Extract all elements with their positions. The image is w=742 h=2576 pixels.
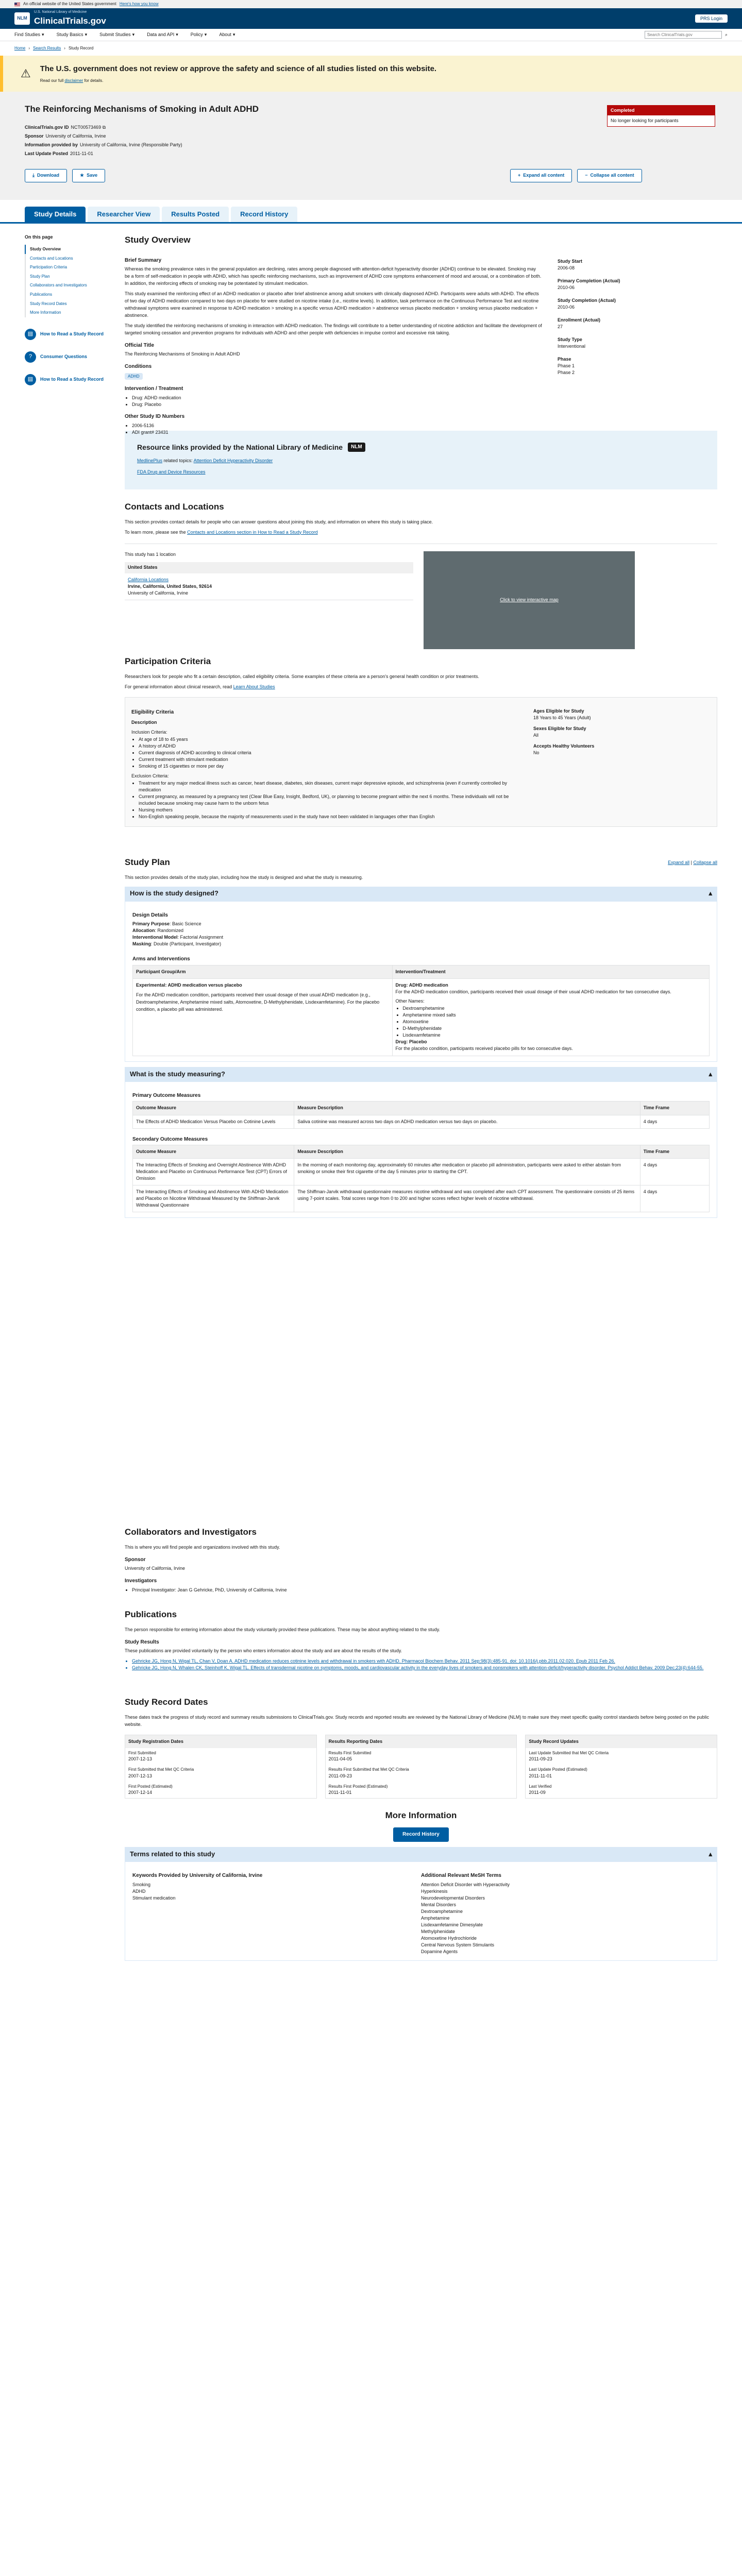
primary-outcomes-table: Outcome Measure Measure Description Time Frame The Effects of ADHD Medication Versus Placebo on Cotinine Levels Saliva cotinine was measured across two days on ADHD medication versus two days on placebo. 4 days: [132, 1101, 710, 1128]
study-plan-section: Study Plan This section provides details of the study plan, including how the study is designed and what the study is measuring. Expand all | Collapse all How is the study designed? ▴ Design Details Primary Purpose: Basic Science Allocation: Randomized Interventional Model: Factorial Assignment Masking: Double (Participant, Investigator) Arms and Interventions Participant Group/Arm Intervention/Treatment Experimental: ADHD medication versus placebo For the ADHD medication condition, participants received their usual dosage of their usual ADHD medication (e.g., Dextroamphetamine, Amphetamine mixed salts, Atomoxetine, D-Methylphenidate, Lisdexamfetamine). For the placebo condition, a placebo pill was administered. Drug: ADHD medication For the ADHD medication condition, participants received their usual dosage of their usual ADHD medication for two consecutive days. Other Names: • Dextroamphetamine • Amphetamine mixed salts • Atomoxetine • D-Methylphenidate • Lisdexamfetamine Drug: Placebo For the placebo condition, participants received placebo pills for two consecutive days. What is the study measuring? ▴ Primary Outcome Measures Outcome Measure Measure Description Time Frame The Effects of ADHD Medication Versus Placebo on Cotinine Levels Saliva cotinine was measured across two days on ADHD medication versus two days on placebo. 4 days Secondary Outcome Measures Outcome Measure Measure Description Time Frame The Interacting Effects of Smoking and Overnight Abstinence With ADHD Medication and Placebo on Continuous Performance Test (CPT) Errors of Omission In the morning of each monitoring day, approximately 60 minutes after medication or placebo pill administration, participants were asked to either abstain from smoking or smoke their first cigarette of the day 5 minutes prior to starting the CPT. 4 days The Interacting Effects of Smoking and Abstinence With ADHD Medication and Placebo on Nicotine Withdrawal Measured by the Shiffman-Jarvik Withdrawal Questionnaire The Shiffman-Jarvik withdrawal questionnaire measures nicotine withdrawal and was completed after each CPT assessment. The questionnaire consists of 25 items using 7-point scales. Total scores range from 0 to 200 and higher scores reflect higher levels of nicotine withdrawal. 4 days: [125, 856, 717, 1526]
nlm-badge: NLM: [348, 443, 365, 452]
fda-link[interactable]: FDA Drug and Device Resources: [137, 469, 206, 475]
toc-collaborators[interactable]: Collaborators and Investigators: [25, 281, 112, 290]
question-icon: ?: [25, 351, 36, 363]
condition-tag[interactable]: ADHD: [125, 373, 143, 380]
secondary-outcomes-table: Outcome Measure Measure Description Time Frame The Interacting Effects of Smoking and Overnight Abstinence With ADHD Medication and Placebo on Continuous Performance Test (CPT) Errors of Omission In the morning of each monitoring day, approximately 60 minutes after medication or placebo pill administration, participants were asked to either abstain from smoking or smoke their first cigarette of the day 5 minutes prior to starting the CPT. 4 days The Interacting Effects of Smoking and Abstinence With ADHD Medication and Placebo on Nicotine Withdrawal Measured by the Shiffman-Jarvik Withdrawal Questionnaire The Shiffman-Jarvik withdrawal questionnaire measures nicotine withdrawal and was completed after each CPT assessment. The questionnaire consists of 25 items using 7-point scales. Total scores range from 0 to 200 and higher scores reflect higher levels of nicotine withdrawal. 4 days: [132, 1145, 710, 1212]
side-nav: On this page Study Overview Contacts and Locations Participation Criteria Study Plan Collaborators and Investigators Publications Study Record Dates More Information ▤ How to Read a Study Record ? Consumer Questions ▤ How to Read a Study Record: [25, 234, 112, 1966]
chevron-up-icon: ▴: [709, 1070, 712, 1078]
tab-researcher-view[interactable]: Researcher View: [88, 207, 160, 222]
brief-summary: Whereas the smoking prevalence rates in the general population are declining, rates among people diagnosed with attention-deficit hyperactivity disorder (ADHD) continue to be elevated. Smoking may be a form of self-medication in people with ADHD, which has specific reinforcing mechanisms, such as improvement of ADHD core symptoms enhancement of mood and arousal, or a combination of both. In addition, the reinforcing effects of smoking may be potentiated by stimulant medication.: [125, 266, 542, 286]
status-badge: [607, 105, 715, 127]
plus-icon: +: [518, 173, 521, 178]
gov-banner-link[interactable]: Here's how you know: [119, 2, 159, 7]
collaborators-section: Collaborators and Investigators This is where you will find people and organizations involved with this study. Sponsor University of California, Irvine Investigators • Principal Investigator: Jean G Gehricke, PhD, University of California, Irvine: [125, 1526, 717, 1608]
disclaimer-alert: ⚠ The U.S. government does not review or approve the safety and science of all studies listed on this website. Read our full disclaimer for details.: [0, 56, 742, 92]
crumb-current: Study Record: [68, 46, 94, 51]
plan-expand-all[interactable]: Expand all: [668, 860, 690, 865]
collapse-all-button[interactable]: − Collapse all content: [577, 169, 642, 182]
chevron-down-icon: ▾: [176, 31, 178, 37]
study-overview-section: Study Overview Brief Summary Whereas the smoking prevalence rates in the general population are declining, rates among people diagnosed with attention-deficit hyperactivity disorder (ADHD) continue to be elevated. Smoking may be a form of self-medication in people with ADHD, which has specific reinforcing mechanisms, such as improvement of ADHD core symptoms enhancement of mood and arousal, or a combination of both. In addition, the reinforcing effects of smoking may be potentiated by stimulant medication. This study examined the reinforcing effect of an ADHD medication or placebo after brief abstinence among adult smokers with clinically diagnosed ADHD. Participants were adults with ADHD. The effects of two day of ADHD medication compared to two days on placebo for were studied on nicotine intake (i.e., nicotine levels). In addition, task performance on the Continuous Performance Test and nicotine withdrawal symptoms were examined in response to ADHD medication > smoking in a specific versus ADHD medication > abstinence versus placebo medication + smoking versus placebo medication + abstinence. The study identified the reinforcing mechanisms of smoking in interaction with ADHD medication. The findings will contribute to a better understanding of nicotine addiction and facilitate the development of targeted smoking cessation and prevention programs for individuals with ADHD and other people with deficiencies in impulse control and excessive risk taking. Official Title The Reinforcing Mechanisms of Smoking in Adult ADHD Conditions ADHD Intervention / Treatment • Drug: ADHD medication • Drug: Placebo Other Study ID Numbers • 2006-5136 • ADI grant# 23431 Study Start 2006-08 Primary Completion (Actual) 2010-06 Study Completion (Actual) 2010-06 Enrollment (Actual) 27 Study Type Interventional Phase Phase 1 Phase 2: [125, 234, 717, 419]
record-history-button[interactable]: Record History: [393, 1827, 449, 1842]
brief-summary-3: The study identified the reinforcing mechanisms of smoking in interaction with ADHD medication. The findings will contribute to a better understanding of nicotine addiction and facilitate the development of targeted smoking cessation and prevention programs for individuals with ADHD and other people with deficiencies in impulse control and excessive risk taking.: [125, 323, 542, 335]
publication-item[interactable]: • Gehricke JG, Hong N, Wigal TL, Chan V, Doan A. ADHD medication reduces cotinine levels and withdrawal in smokers with ADHD. Pharmacol Biochem Behav. 2011 Sep;98(3):485-91. doi: 10.1016/j.pbb.2011.02.020. Epub 2011 Feb 26.: [132, 1658, 717, 1665]
alert-title: The U.S. government does not review or approve the safety and science of all studies listed on this website.: [40, 64, 437, 74]
gov-banner-text: An official website of the United States government: [23, 2, 116, 7]
chevron-up-icon: ▴: [709, 1850, 712, 1858]
header-search: [645, 31, 728, 39]
contacts-help-link[interactable]: Contacts and Locations section in How to Read a Study Record: [187, 529, 318, 535]
crumb-search-results[interactable]: Search Results: [33, 46, 61, 51]
country-header: United States: [125, 562, 413, 573]
download-button[interactable]: ⤓ Download: [25, 169, 67, 182]
contacts-section: Contacts and Locations This section provides contact details for people who can answer questions about joining this study, and information on where this study is taking place. To learn more, please see the Contacts and Locations section in How to Read a Study Record This study has 1 location United States California Locations Irvine, California, United States, 92614 University of California, Irvine Click to view interactive map: [125, 501, 717, 655]
expand-all-button[interactable]: + Expand all content: [510, 169, 572, 182]
how-to-read-link[interactable]: ▤ How to Read a Study Record: [25, 329, 112, 340]
nav-submit-studies[interactable]: Submit Studies ▾: [99, 31, 134, 38]
study-id: NCT00573469: [71, 124, 102, 130]
toc-criteria[interactable]: Participation Criteria: [25, 263, 112, 272]
minus-icon: −: [585, 173, 588, 178]
warning-icon: ⚠: [21, 67, 31, 80]
brief-summary-2: This study examined the reinforcing effect of an ADHD medication or placebo after brief abstinence among adult smokers with clinically diagnosed ADHD. Participants were adults with ADHD. The effects of two day of ADHD medication compared to two days on placebo for were studied on nicotine intake (i.e., nicotine levels). In addition, task performance on the Continuous Performance Test and nicotine withdrawal symptoms were examined in response to ADHD medication > smoking in a specific versus ADHD medication > abstinence versus placebo medication + smoking versus placebo medication + abstinence.: [125, 291, 539, 318]
info-provider: University of California, Irvine (Responsible Party): [80, 142, 182, 147]
publications-section: Publications The person responsible for entering information about the study voluntarily provided these publications. These may be about anything related to the study. Study Results These publications are provided voluntarily by the person who enters information about the study and are about the results of the study. • Gehricke JG, Hong N, Wigal TL, Chan V, Doan A. ADHD medication reduces cotinine levels and withdrawal in smokers with ADHD. Pharmacol Biochem Behav. 2011 Sep;98(3):485-91. doi: 10.1016/j.pbb.2011.02.020. Epub 2011 Feb 26. • Gehricke JG, Hong N, Whalen CK, Steinhoff K, Wigal TL. Effects of transdermal nicotine on symptoms, moods, and cardiovascular activity in the everyday lives of smokers and nonsmokers with attention-deficit/hyperactivity disorder. Psychol Addict Behav. 2009 Dec;23(4):644-55.: [125, 1608, 717, 1696]
location-item: California Locations Irvine, California, United States, 92614 University of California, Irvine: [125, 573, 413, 600]
topic-link[interactable]: Attention Deficit Hyperactivity Disorder: [193, 458, 273, 464]
publication-item[interactable]: • Gehricke JG, Hong N, Whalen CK, Steinhoff K, Wigal TL. Effects of transdermal nicotine on symptoms, moods, and cardiovascular activity in the everyday lives of smokers and nonsmokers with attention-deficit/hyperactivity disorder. Psychol Addict Behav. 2009 Dec;23(4):644-55.: [132, 1665, 717, 1671]
location-count: This study has 1 location: [125, 551, 176, 557]
site-header: [0, 8, 742, 29]
toc-publications[interactable]: Publications: [25, 290, 112, 299]
official-title: The Reinforcing Mechanisms of Smoking in Adult ADHD: [125, 351, 240, 357]
toc-dates[interactable]: Study Record Dates: [25, 299, 112, 309]
overview-facts: Study Start 2006-08 Primary Completion (Actual) 2010-06 Study Completion (Actual) 2010-06 Enrollment (Actual) 27 Study Type Interventional Phase Phase 1 Phase 2: [558, 258, 620, 376]
nav-data-api[interactable]: Data and API ▾: [147, 31, 178, 38]
copy-icon[interactable]: ⧉: [102, 124, 106, 130]
nav-study-basics[interactable]: Study Basics ▾: [57, 31, 88, 38]
status-text: No longer looking for participants: [608, 115, 715, 126]
nav-policy[interactable]: Policy ▾: [191, 31, 207, 38]
study-tabs: [0, 200, 742, 224]
more-info-section: More Information Record History Terms related to this study ▴ Keywords Provided by University of California, Irvine Smoking ADHD Stimulant medication Additional Relevant MeSH Terms Attention Deficit Disorder with Hyperactivity Hyperkinesis Neurodevelopmental Disorders Mental Disorders Dextroamphetamine Amphetamine Lisdexamfetamine Dimesylate Methylphenidate Atomoxetine Hydrochloride Central Nervous System Stimulants Dopamine Agents: [125, 1809, 717, 1966]
nlm-logo-icon: NLM: [14, 12, 30, 25]
prs-login-button[interactable]: PRS Login: [695, 14, 728, 23]
search-input[interactable]: [645, 31, 722, 39]
chevron-down-icon: ▾: [232, 31, 235, 37]
toc-contacts[interactable]: Contacts and Locations: [25, 254, 112, 263]
plan-collapse-all[interactable]: Collapse all: [693, 860, 717, 865]
chevron-down-icon: ▾: [42, 31, 44, 37]
download-icon: ⤓: [32, 173, 35, 178]
record-dates-section: Study Record Dates These dates track the progress of study record and summary results submissions to ClinicalTrials.gov. Study records and reported results are reviewed by the National Library of Medicine (NLM) to make sure they meet specific quality control standards before being posted on the public website. Study Registration Dates First Submitted 2007-12-13 First Submitted that Met QC Criteria 2007-12-13 First Posted (Estimated) 2007-12-14 Results Reporting Dates Results First Submitted 2011-04-05 Results First Submitted that Met QC Criteria 2011-09-23 Results First Posted (Estimated) 2011-11-01 Study Record Updates Last Update Submitted that Met QC Criteria 2011-09-23 Last Update Posted (Estimated) 2011-11-01 Last Verified 2011-09: [125, 1696, 717, 1809]
save-button[interactable]: ★ Save: [72, 169, 105, 182]
how-to-read-link-2[interactable]: ▤ How to Read a Study Record: [25, 374, 112, 385]
crumb-home[interactable]: Home: [14, 46, 26, 51]
learn-studies-link[interactable]: Learn About Studies: [233, 684, 275, 689]
location-map[interactable]: Click to view interactive map: [424, 551, 635, 649]
terms-accordion[interactable]: Terms related to this study ▴: [125, 1847, 717, 1861]
status-label: Completed: [608, 106, 715, 115]
sponsor-name: University of California, Irvine: [45, 133, 106, 139]
disclaimer-link[interactable]: disclaimer: [64, 78, 83, 83]
chevron-up-icon: ▴: [709, 889, 712, 897]
design-accordion[interactable]: How is the study designed? ▴: [125, 887, 717, 901]
logo-title: ClinicalTrials.gov: [34, 15, 106, 26]
chevron-down-icon: ▾: [204, 31, 207, 37]
study-header: The Reinforcing Mechanisms of Smoking in Adult ADHD ClinicalTrials.gov ID NCT00573469 ⧉ Sponsor University of California, Irvine Information provided by University of California, Irvine (Responsible Party) Last Update Posted 2011-11-01 Completed No longer looking for participants ⤓ Download ★ Save + Expand all content − Collapse all content: [0, 92, 742, 200]
toc-plan[interactable]: Study Plan: [25, 272, 112, 281]
main-nav: [0, 29, 742, 41]
gov-banner: [0, 0, 742, 8]
tab-results-posted[interactable]: Results Posted: [162, 207, 229, 222]
nlm-resources: Resource links provided by the National Library of Medicine NLM MedlinePlus related topics: Attention Deficit Hyperactivity Disorder FDA Drug and Device Resources: [125, 431, 717, 489]
us-flag-icon: [14, 3, 20, 6]
tab-study-details[interactable]: Study Details: [25, 207, 86, 222]
eligibility-box: Eligibility Criteria Description Inclusion Criteria: • At age of 18 to 45 years • A history of ADHD • Current diagnosis of ADHD according to clinical criteria • Current treatment with stimulant medication • Smoking of 15 cigarettes or more per day Exclusion Criteria: • Treatment for any major medical illness such as cancer, heart disease, diabetes, skin diseases, current major depressive episode, and schizophrenia (even if currently controlled by medication • Current pregnancy, as measured by a pregnancy test (Clear Blue Easy, Insight, Bedford, UK), or planning to become pregnant within the next 6 months. These individuals will not be included because smoking may cause harm to the unborn fetus • Nursing mothers • Non-English speaking people, because the majority of measurements used in the study have not been validated in languages other than English Ages Eligible for Study 18 Years to 45 Years (Adult) Sexes Eligible for Study All Accepts Healthy Volunteers No: [125, 697, 717, 827]
consumer-questions-link[interactable]: ? Consumer Questions: [25, 351, 112, 363]
site-logo[interactable]: [14, 10, 106, 28]
medlineplus-link[interactable]: MedlinePlus: [137, 458, 163, 464]
breadcrumb: Home › Search Results › Study Record: [14, 46, 94, 51]
arms-table: Participant Group/Arm Intervention/Treatment Experimental: ADHD medication versus placebo For the ADHD medication condition, participants received their usual dosage of their usual ADHD medication (e.g., Dextroamphetamine, Amphetamine mixed salts, Atomoxetine, D-Methylphenidate, Lisdexamfetamine). For the placebo condition, a placebo pill was administered. Drug: ADHD medication For the ADHD medication condition, participants received their usual dosage of their usual ADHD medication for two consecutive days. Other Names: • Dextroamphetamine • Amphetamine mixed salts • Atomoxetine • D-Methylphenidate • Lisdexamfetamine Drug: Placebo For the placebo condition, participants received placebo pills for two consecutive days.: [132, 965, 710, 1056]
tab-record-history[interactable]: Record History: [231, 207, 297, 222]
nav-find-studies[interactable]: Find Studies ▾: [14, 31, 44, 38]
book-icon: ▤: [25, 329, 36, 340]
study-title: The Reinforcing Mechanisms of Smoking in Adult ADHD: [25, 104, 259, 114]
nav-about[interactable]: About ▾: [219, 31, 235, 38]
bookmark-icon: ★: [79, 173, 85, 178]
toc-more-info[interactable]: More Information: [25, 308, 112, 317]
last-update: 2011-11-01: [70, 150, 93, 156]
main-content: [125, 234, 717, 1966]
toc-overview[interactable]: Study Overview: [25, 245, 112, 254]
search-icon[interactable]: ⌕: [724, 31, 728, 37]
logo-subtitle: U.S. National Library of Medicine: [34, 10, 87, 14]
chevron-down-icon: ▾: [85, 31, 88, 37]
book-icon: ▤: [25, 374, 36, 385]
criteria-section: Participation Criteria Researchers look for people who fit a certain description, called eligibility criteria. Some examples of these criteria are a person's general health condition or prior treatments. For general information about clinical research, read Learn About Studies Eligibility Criteria Description Inclusion Criteria: • At age of 18 to 45 years • A history of ADHD • Current diagnosis of ADHD according to clinical criteria • Current treatment with stimulant medication • Smoking of 15 cigarettes or more per day Exclusion Criteria: • Treatment for any major medical illness such as cancer, heart disease, diabetes, skin diseases, current major depressive episode, and schizophrenia (even if currently controlled by medication • Current pregnancy, as measured by a pregnancy test (Clear Blue Easy, Insight, Bedford, UK), or planning to become pregnant within the next 6 months. These individuals will not be included because smoking may cause harm to the unborn fetus • Nursing mothers • Non-English speaking people, because the majority of measurements used in the study have not been validated in languages other than English Ages Eligible for Study 18 Years to 45 Years (Adult) Sexes Eligible for Study All Accepts Healthy Volunteers No: [125, 655, 717, 856]
measure-accordion[interactable]: What is the study measuring? ▴: [125, 1067, 717, 1081]
chevron-down-icon: ▾: [132, 31, 135, 37]
